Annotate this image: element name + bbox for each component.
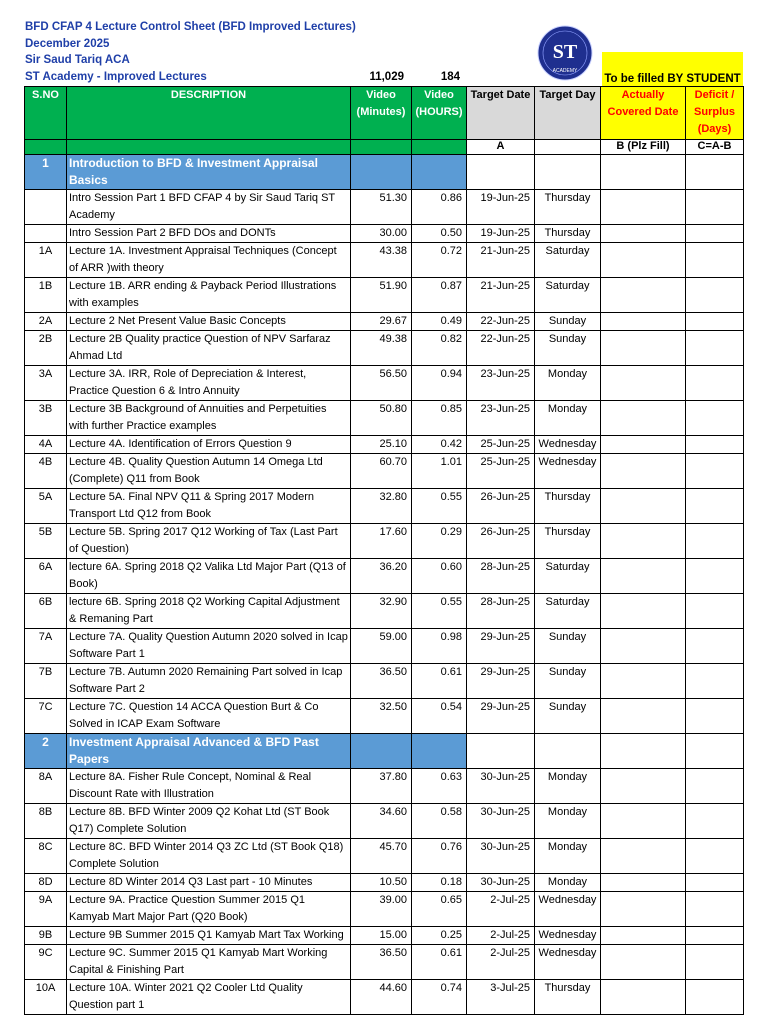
target-date: 19-Jun-25 <box>467 225 535 243</box>
lecture-hours: 0.61 <box>412 945 467 980</box>
lecture-minutes: 36.50 <box>351 664 412 699</box>
lecture-row <box>25 401 744 436</box>
lecture-hours: 0.86 <box>412 190 467 225</box>
target-date: 28-Jun-25 <box>467 559 535 594</box>
logo-subtext: ACADEMY <box>552 68 578 74</box>
lecture-description: Lecture 7B. Autumn 2020 Remaining Part solved in Icap Software Part 2 <box>67 664 351 699</box>
deficit-cell <box>686 243 744 278</box>
lecture-sno: 8B <box>25 804 67 839</box>
lecture-sno: 1A <box>25 243 67 278</box>
target-date: 30-Jun-25 <box>467 839 535 874</box>
empty-cell <box>601 155 686 190</box>
actual-date-input[interactable] <box>601 489 686 524</box>
lecture-minutes: 15.00 <box>351 927 412 945</box>
lecture-minutes: 50.80 <box>351 401 412 436</box>
lecture-hours: 0.87 <box>412 278 467 313</box>
lecture-description: Lecture 7C. Question 14 ACCA Question Burt & Co Solved in ICAP Exam Software <box>67 699 351 734</box>
lecture-hours: 0.65 <box>412 892 467 927</box>
target-day: Wednesday <box>535 892 601 927</box>
empty-cell <box>686 734 744 769</box>
lecture-hours: 0.25 <box>412 927 467 945</box>
lecture-minutes: 51.90 <box>351 278 412 313</box>
lecture-row <box>25 699 744 734</box>
deficit-cell <box>686 594 744 629</box>
deficit-cell <box>686 804 744 839</box>
actual-date-input[interactable] <box>601 331 686 366</box>
deficit-cell <box>686 401 744 436</box>
label-cell <box>67 140 351 155</box>
section-title: Introduction to BFD & Investment Appraisal Basics <box>67 155 351 190</box>
lecture-minutes: 32.50 <box>351 699 412 734</box>
lecture-row <box>25 804 744 839</box>
target-date: 2-Jul-25 <box>467 927 535 945</box>
lecture-hours: 0.63 <box>412 769 467 804</box>
lecture-sno: 9A <box>25 892 67 927</box>
deficit-cell <box>686 524 744 559</box>
lecture-hours: 0.74 <box>412 980 467 1015</box>
lecture-description: Lecture 9A. Practice Question Summer 2015 Q1 Kamyab Mart Major Part (Q20 Book) <box>67 892 351 927</box>
lecture-hours: 0.50 <box>412 225 467 243</box>
actual-date-input[interactable] <box>601 225 686 243</box>
actual-date-input[interactable] <box>601 945 686 980</box>
deficit-cell <box>686 839 744 874</box>
lecture-description: Lecture 9B Summer 2015 Q1 Kamyab Mart Tax Working <box>67 927 351 945</box>
target-day: Wednesday <box>535 454 601 489</box>
lecture-sno: 8C <box>25 839 67 874</box>
actual-date-input[interactable] <box>601 278 686 313</box>
actual-date-input[interactable] <box>601 366 686 401</box>
actual-date-input[interactable] <box>601 524 686 559</box>
sheet-month: December 2025 <box>25 38 110 50</box>
lecture-sno: 4B <box>25 454 67 489</box>
lecture-row <box>25 489 744 524</box>
col-description: DESCRIPTION <box>67 87 351 140</box>
lecture-sno: 3B <box>25 401 67 436</box>
lecture-description: Lecture 8D Winter 2014 Q3 Last part - 10 Minutes <box>67 874 351 892</box>
lecture-hours: 0.29 <box>412 524 467 559</box>
deficit-cell <box>686 366 744 401</box>
col-deficit: Deficit / Surplus (Days) <box>686 87 744 140</box>
total-hours: 184 <box>440 71 460 83</box>
lecture-minutes: 44.60 <box>351 980 412 1015</box>
st-academy-logo <box>531 25 599 81</box>
lecture-hours: 0.72 <box>412 243 467 278</box>
lecture-minutes: 17.60 <box>351 524 412 559</box>
lecture-minutes: 56.50 <box>351 366 412 401</box>
lecture-sno: 1B <box>25 278 67 313</box>
lecture-description: Intro Session Part 1 BFD CFAP 4 by Sir Saud Tariq ST Academy <box>67 190 351 225</box>
lecture-row <box>25 454 744 489</box>
target-date: 30-Jun-25 <box>467 769 535 804</box>
lecture-minutes: 49.38 <box>351 331 412 366</box>
actual-date-input[interactable] <box>601 594 686 629</box>
deficit-cell <box>686 190 744 225</box>
target-day: Saturday <box>535 559 601 594</box>
lecture-description: Lecture 3A. IRR, Role of Depreciation & Interest, Practice Question 6 & Intro Annuity <box>67 366 351 401</box>
lecture-row <box>25 945 744 980</box>
lecture-row <box>25 769 744 804</box>
lecture-sno: 2A <box>25 313 67 331</box>
target-day: Thursday <box>535 190 601 225</box>
label-cell <box>25 140 67 155</box>
lecture-description: lecture 6A. Spring 2018 Q2 Valika Ltd Major Part (Q13 of Book) <box>67 559 351 594</box>
lecture-minutes: 45.70 <box>351 839 412 874</box>
section-title: Investment Appraisal Advanced & BFD Past Papers <box>67 734 351 769</box>
actual-date-input[interactable] <box>601 699 686 734</box>
lecture-row <box>25 874 744 892</box>
deficit-cell <box>686 980 744 1015</box>
target-day: Saturday <box>535 278 601 313</box>
lecture-row <box>25 839 744 874</box>
actual-date-input[interactable] <box>601 664 686 699</box>
lecture-description: Lecture 2B Quality practice Question of NPV Sarfaraz Ahmad Ltd <box>67 331 351 366</box>
target-date: 30-Jun-25 <box>467 804 535 839</box>
actual-date-input[interactable] <box>601 401 686 436</box>
deficit-cell <box>686 699 744 734</box>
lecture-hours: 0.82 <box>412 331 467 366</box>
target-date: 29-Jun-25 <box>467 664 535 699</box>
deficit-cell <box>686 313 744 331</box>
target-date: 23-Jun-25 <box>467 366 535 401</box>
lecture-sno: 6B <box>25 594 67 629</box>
lecture-minutes: 59.00 <box>351 629 412 664</box>
lecture-sno: 8D <box>25 874 67 892</box>
lecture-minutes: 30.00 <box>351 225 412 243</box>
deficit-cell <box>686 892 744 927</box>
lecture-sno: 4A <box>25 436 67 454</box>
deficit-cell <box>686 945 744 980</box>
lecture-minutes: 37.80 <box>351 769 412 804</box>
col-target-day: Target Day <box>535 87 601 140</box>
label-cell <box>535 140 601 155</box>
empty-cell <box>535 155 601 190</box>
target-day: Wednesday <box>535 945 601 980</box>
lecture-sno: 9B <box>25 927 67 945</box>
lecture-hours: 0.58 <box>412 804 467 839</box>
empty-cell <box>467 155 535 190</box>
lecture-sno: 7B <box>25 664 67 699</box>
actual-date-input[interactable] <box>601 874 686 892</box>
lecture-hours: 0.42 <box>412 436 467 454</box>
lecture-description: lecture 6B. Spring 2018 Q2 Working Capital Adjustment & Remaning Part <box>67 594 351 629</box>
lecture-sno: 7C <box>25 699 67 734</box>
target-date: 3-Jul-25 <box>467 980 535 1015</box>
deficit-cell <box>686 454 744 489</box>
lecture-hours: 0.55 <box>412 594 467 629</box>
target-date: 30-Jun-25 <box>467 874 535 892</box>
lecture-row <box>25 664 744 699</box>
section-fill <box>351 155 412 190</box>
deficit-cell <box>686 629 744 664</box>
target-date: 29-Jun-25 <box>467 699 535 734</box>
student-note: To be filled BY STUDENT <box>604 73 741 85</box>
section-row <box>25 155 744 190</box>
target-date: 23-Jun-25 <box>467 401 535 436</box>
target-date: 21-Jun-25 <box>467 243 535 278</box>
student-note-box <box>602 52 743 86</box>
lecture-minutes: 43.38 <box>351 243 412 278</box>
lecture-description: Lecture 2 Net Present Value Basic Concepts <box>67 313 351 331</box>
lecture-sno: 3A <box>25 366 67 401</box>
empty-cell <box>467 734 535 769</box>
lecture-minutes: 39.00 <box>351 892 412 927</box>
lecture-sno <box>25 190 67 225</box>
lecture-description: Lecture 5A. Final NPV Q11 & Spring 2017 Modern Transport Ltd Q12 from Book <box>67 489 351 524</box>
lecture-row <box>25 892 744 927</box>
label-cell <box>412 140 467 155</box>
lecture-sno: 2B <box>25 331 67 366</box>
target-day: Thursday <box>535 489 601 524</box>
lecture-row <box>25 559 744 594</box>
column-label-row <box>25 140 744 155</box>
col-sno: S.NO <box>25 87 67 140</box>
lecture-hours: 0.94 <box>412 366 467 401</box>
actual-date-input[interactable] <box>601 769 686 804</box>
target-date: 26-Jun-25 <box>467 524 535 559</box>
target-date: 22-Jun-25 <box>467 313 535 331</box>
lecture-sno: 10A <box>25 980 67 1015</box>
lecture-minutes: 51.30 <box>351 190 412 225</box>
label-b: B (Plz Fill) <box>601 140 686 155</box>
target-date: 26-Jun-25 <box>467 489 535 524</box>
empty-cell <box>535 734 601 769</box>
deficit-cell <box>686 559 744 594</box>
lecture-sno: 8A <box>25 769 67 804</box>
target-date: 2-Jul-25 <box>467 892 535 927</box>
lecture-description: Lecture 4B. Quality Question Autumn 14 Omega Ltd (Complete) Q11 from Book <box>67 454 351 489</box>
lecture-hours: 0.61 <box>412 664 467 699</box>
lecture-hours: 0.76 <box>412 839 467 874</box>
lecture-description: Lecture 10A. Winter 2021 Q2 Cooler Ltd Quality Question part 1 <box>67 980 351 1015</box>
section-fill <box>412 734 467 769</box>
instructor-name: Sir Saud Tariq ACA <box>25 54 130 66</box>
lecture-hours: 1.01 <box>412 454 467 489</box>
target-day: Monday <box>535 804 601 839</box>
deficit-cell <box>686 436 744 454</box>
lecture-description: Lecture 1A. Investment Appraisal Techniques (Concept of ARR )with theory <box>67 243 351 278</box>
target-day: Wednesday <box>535 436 601 454</box>
deficit-cell <box>686 927 744 945</box>
actual-date-input[interactable] <box>601 629 686 664</box>
deficit-cell <box>686 489 744 524</box>
section-number: 2 <box>25 734 67 769</box>
lecture-hours: 0.54 <box>412 699 467 734</box>
lecture-row <box>25 980 744 1015</box>
target-day: Wednesday <box>535 927 601 945</box>
lecture-row <box>25 278 744 313</box>
deficit-cell <box>686 331 744 366</box>
deficit-cell <box>686 769 744 804</box>
actual-date-input[interactable] <box>601 559 686 594</box>
lecture-table <box>24 86 744 1015</box>
lecture-row <box>25 190 744 225</box>
lecture-hours: 0.55 <box>412 489 467 524</box>
lecture-minutes: 25.10 <box>351 436 412 454</box>
label-cell <box>351 140 412 155</box>
lecture-sno: 5B <box>25 524 67 559</box>
target-day: Monday <box>535 769 601 804</box>
lecture-sno: 6A <box>25 559 67 594</box>
lecture-minutes: 29.67 <box>351 313 412 331</box>
lecture-minutes: 10.50 <box>351 874 412 892</box>
lecture-row <box>25 313 744 331</box>
actual-date-input[interactable] <box>601 839 686 874</box>
col-actual-date: Actually Covered Date <box>601 87 686 140</box>
target-day: Thursday <box>535 980 601 1015</box>
empty-cell <box>686 155 744 190</box>
target-day: Sunday <box>535 699 601 734</box>
target-day: Monday <box>535 401 601 436</box>
lecture-hours: 0.85 <box>412 401 467 436</box>
label-c: C=A-B <box>686 140 744 155</box>
lecture-sno: 7A <box>25 629 67 664</box>
lecture-row <box>25 225 744 243</box>
lecture-sno <box>25 225 67 243</box>
target-date: 29-Jun-25 <box>467 629 535 664</box>
lecture-row <box>25 436 744 454</box>
lecture-minutes: 36.20 <box>351 559 412 594</box>
deficit-cell <box>686 225 744 243</box>
target-date: 25-Jun-25 <box>467 454 535 489</box>
deficit-cell <box>686 874 744 892</box>
lecture-row <box>25 243 744 278</box>
section-fill <box>412 155 467 190</box>
lecture-sno: 9C <box>25 945 67 980</box>
lecture-row <box>25 366 744 401</box>
lecture-minutes: 34.60 <box>351 804 412 839</box>
actual-date-input[interactable] <box>601 804 686 839</box>
lecture-minutes: 60.70 <box>351 454 412 489</box>
section-number: 1 <box>25 155 67 190</box>
target-day: Thursday <box>535 524 601 559</box>
actual-date-input[interactable] <box>601 454 686 489</box>
lecture-description: Lecture 9C. Summer 2015 Q1 Kamyab Mart Working Capital & Finishing Part <box>67 945 351 980</box>
col-target-date: Target Date <box>467 87 535 140</box>
section-fill <box>351 734 412 769</box>
lecture-description: Lecture 4A. Identification of Errors Question 9 <box>67 436 351 454</box>
logo-text: ST <box>552 41 578 63</box>
total-minutes: 11,029 <box>369 71 404 83</box>
target-date: 25-Jun-25 <box>467 436 535 454</box>
lecture-row <box>25 927 744 945</box>
actual-date-input[interactable] <box>601 436 686 454</box>
deficit-cell <box>686 278 744 313</box>
sheet-title: BFD CFAP 4 Lecture Control Sheet (BFD Improved Lectures) <box>25 21 356 33</box>
lecture-description: Lecture 1B. ARR ending & Payback Period Illustrations with examples <box>67 278 351 313</box>
col-video-minutes: Video (Minutes) <box>351 87 412 140</box>
target-day: Saturday <box>535 594 601 629</box>
academy-name: ST Academy - Improved Lectures <box>25 71 207 83</box>
actual-date-input[interactable] <box>601 313 686 331</box>
target-day: Monday <box>535 366 601 401</box>
lecture-row <box>25 524 744 559</box>
target-date: 22-Jun-25 <box>467 331 535 366</box>
actual-date-input[interactable] <box>601 190 686 225</box>
lecture-hours: 0.18 <box>412 874 467 892</box>
target-day: Sunday <box>535 629 601 664</box>
col-video-hours: Video (HOURS) <box>412 87 467 140</box>
lecture-minutes: 32.80 <box>351 489 412 524</box>
lecture-description: Intro Session Part 2 BFD DOs and DONTs <box>67 225 351 243</box>
lecture-row <box>25 629 744 664</box>
lecture-description: Lecture 8B. BFD Winter 2009 Q2 Kohat Ltd (ST Book Q17) Complete Solution <box>67 804 351 839</box>
lecture-description: Lecture 8C. BFD Winter 2014 Q3 ZC Ltd (ST Book Q18) Complete Solution <box>67 839 351 874</box>
target-date: 21-Jun-25 <box>467 278 535 313</box>
target-day: Monday <box>535 874 601 892</box>
target-day: Monday <box>535 839 601 874</box>
target-date: 28-Jun-25 <box>467 594 535 629</box>
lecture-description: Lecture 8A. Fisher Rule Concept, Nominal & Real Discount Rate with Illustration <box>67 769 351 804</box>
target-day: Sunday <box>535 664 601 699</box>
lecture-hours: 0.98 <box>412 629 467 664</box>
lecture-minutes: 36.50 <box>351 945 412 980</box>
target-day: Saturday <box>535 243 601 278</box>
actual-date-input[interactable] <box>601 980 686 1015</box>
empty-cell <box>601 734 686 769</box>
target-date: 2-Jul-25 <box>467 945 535 980</box>
actual-date-input[interactable] <box>601 892 686 927</box>
label-a: A <box>467 140 535 155</box>
lecture-description: Lecture 5B. Spring 2017 Q12 Working of Tax (Last Part of Question) <box>67 524 351 559</box>
lecture-description: Lecture 7A. Quality Question Autumn 2020 solved in Icap Software Part 1 <box>67 629 351 664</box>
lecture-hours: 0.60 <box>412 559 467 594</box>
actual-date-input[interactable] <box>601 927 686 945</box>
lecture-hours: 0.49 <box>412 313 467 331</box>
section-row <box>25 734 744 769</box>
lecture-description: Lecture 3B Background of Annuities and Perpetuities with further Practice examples <box>67 401 351 436</box>
target-day: Thursday <box>535 225 601 243</box>
target-date: 19-Jun-25 <box>467 190 535 225</box>
lecture-sno: 5A <box>25 489 67 524</box>
target-day: Sunday <box>535 331 601 366</box>
deficit-cell <box>686 664 744 699</box>
lecture-row <box>25 331 744 366</box>
lecture-minutes: 32.90 <box>351 594 412 629</box>
column-header-row <box>25 87 744 140</box>
target-day: Sunday <box>535 313 601 331</box>
actual-date-input[interactable] <box>601 243 686 278</box>
lecture-row <box>25 594 744 629</box>
